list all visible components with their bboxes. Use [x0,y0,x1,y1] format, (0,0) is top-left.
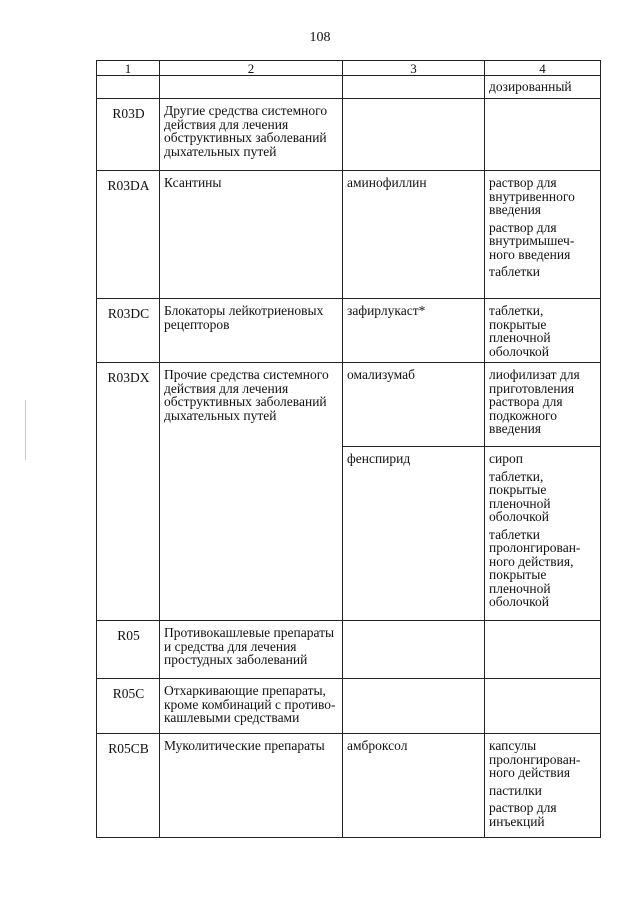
form-cell [485,363,601,447]
group-name-cell: Отхаркивающие препараты, кроме комбинаций с противо-кашлевыми средствами [160,679,343,734]
form-cell [485,679,601,734]
table-row-r05c [97,679,601,734]
form-cell [485,447,601,621]
drug-cell [343,621,485,679]
dosage-form: лиофилизат для приготовления раствора для подкожного введения [489,367,580,436]
atc-code-cell: R05CB [97,734,160,838]
table-row-r03d [97,99,601,171]
dosage-form: раствор для внутримышеч-ного введения [489,219,575,262]
dosage-form: таблетки, покрытые пленочной оболочкой [489,468,551,524]
atc-code-cell: R03DC [97,299,160,363]
atc-code-cell: R05 [97,621,160,679]
group-cell [160,76,343,99]
atc-code-cell: R03D [97,99,160,171]
drug-name-cell: омализумаб [343,363,485,447]
drug-name-cell: фенспирид [343,447,485,621]
table-row-r03dc [97,299,601,363]
column-number-2: 2 [160,61,343,76]
dosage-form: раствор для инъекций [489,800,557,829]
dosage-form: таблетки, покрытые пленочной оболочкой [489,303,551,359]
group-name-cell: Прочие средства системного действия для лечения обструктивных заболеваний дыхательных путей [160,363,343,621]
form-cell [485,171,601,299]
group-name-cell: Ксантины [160,171,343,299]
dosage-form: капсулы пролонгирован-ного действия [489,738,581,780]
form-cell [485,299,601,363]
dosage-form: пастилки [489,782,542,798]
group-name-cell: Противокашлевые препараты и средства для лечения простудных заболеваний [160,621,343,679]
group-name-cell: Блокаторы лейкотриеновых рецепторов [160,299,343,363]
dosage-form: сироп [489,451,523,466]
atc-code-cell: R03DA [97,171,160,299]
form-cell: дозированный [485,76,601,99]
table-row-r05 [97,621,601,679]
group-name-cell: Другие средства системного действия для лечения обструктивных заболеваний дыхательных путей [160,99,343,171]
column-number-row [97,61,601,76]
table-row-continuation [97,76,601,99]
drug-cell [343,76,485,99]
atc-code-cell: R03DX [97,363,160,621]
form-cell [485,621,601,679]
form-cell [485,734,601,838]
drug-cell [343,679,485,734]
dosage-form: таблетки пролонгирован-ного действия, покрытые пленочной оболочкой [489,526,581,609]
page-number: 108 [309,30,331,45]
column-number-1: 1 [97,61,160,76]
table-row-r05cb [97,734,601,838]
column-number-3: 3 [343,61,485,76]
drug-name-cell: амброксол [343,734,485,838]
dosage-form: раствор для внутривенного введения [489,175,575,217]
table-row-r03dx [97,363,601,447]
column-number-4: 4 [485,61,601,76]
drug-cell [343,99,485,171]
dosage-form: таблетки [489,264,541,279]
atc-code-cell: R05C [97,679,160,734]
form-cell [485,99,601,171]
drug-name-cell: зафирлукаст* [343,299,485,363]
table-row-r03da [97,171,601,299]
scan-artifact-line [25,400,26,460]
drug-classification-table [96,60,601,838]
code-cell [97,76,160,99]
drug-name-cell: аминофиллин [343,171,485,299]
group-name-cell: Муколитические препараты [160,734,343,838]
